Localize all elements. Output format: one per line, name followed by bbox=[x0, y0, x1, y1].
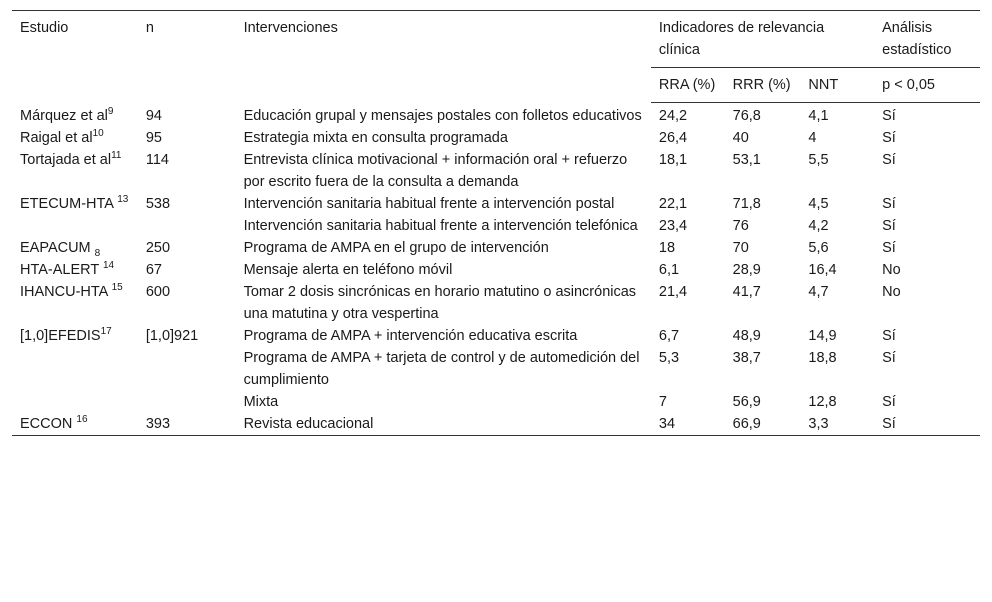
cell-significance: Sí bbox=[882, 394, 896, 410]
cell-rra: 24,2 bbox=[658, 108, 688, 124]
header-n: n bbox=[145, 20, 154, 36]
cell-significance: Sí bbox=[882, 152, 896, 168]
table-row bbox=[12, 347, 980, 391]
cell-rrr: 66,9 bbox=[732, 416, 761, 432]
cell-rrr: 76,8 bbox=[732, 108, 761, 124]
table-row bbox=[12, 215, 980, 237]
cell-n bbox=[138, 391, 236, 413]
cell-significance: Sí bbox=[882, 350, 896, 366]
cell-estudio: Tortajada et $al^{11}$ bbox=[20, 150, 122, 168]
table-row bbox=[12, 259, 980, 281]
cell-rrr: 71,8 bbox=[732, 196, 761, 212]
table-row bbox=[12, 127, 980, 149]
cell-rrr: 53,1 bbox=[732, 152, 761, 168]
cell-rrr: 56,9 bbox=[732, 394, 761, 410]
cell-rra: 6,1 bbox=[658, 262, 680, 278]
cell-nnt: 5,5 bbox=[808, 152, 829, 168]
cell-n: 393 bbox=[145, 416, 171, 432]
cell-rrr: 48,9 bbox=[732, 328, 761, 344]
cell-significance: Sí bbox=[882, 196, 896, 212]
cell-nnt: 5,6 bbox=[808, 240, 829, 256]
header-rrr: RRR (%) bbox=[725, 68, 801, 103]
cell-nnt: 4,2 bbox=[808, 218, 829, 234]
cell-rrr: 41,7 bbox=[732, 284, 761, 300]
table-row bbox=[12, 391, 980, 413]
cell-intervencion: Mixta bbox=[243, 394, 279, 410]
cell-nnt: 14,9 bbox=[808, 328, 837, 344]
header-analisis: Análisis estadístico bbox=[874, 11, 980, 68]
cell-nnt: 12,8 bbox=[808, 394, 837, 410]
cell-significance: Sí bbox=[882, 108, 896, 124]
cell-intervencion: Programa de AMPA + tarjeta de control y de automedición del cumplimiento bbox=[243, 350, 640, 388]
cell-significance: Sí bbox=[882, 218, 896, 234]
header-nnt: NNT bbox=[800, 68, 874, 103]
cell-estudio: Márquez et $al^9$ bbox=[20, 105, 114, 124]
cell-significance: Sí bbox=[882, 130, 896, 146]
header-p: p < 0,05 bbox=[874, 68, 980, 103]
cell-estudio: IHANCU-HTA $^{15}$ bbox=[20, 282, 123, 300]
cell-n: 67 bbox=[145, 262, 162, 278]
cell-significance: No bbox=[882, 262, 901, 278]
cell-rra: 7 bbox=[658, 394, 667, 410]
cell-nnt: 4,1 bbox=[808, 108, 829, 124]
cell-estudio: HTA-ALERT $^{14}$ bbox=[20, 260, 115, 278]
table-row bbox=[12, 281, 980, 325]
cell-estudio bbox=[12, 391, 138, 413]
cell-n: 600 bbox=[145, 284, 171, 300]
cell-intervencion: Intervención sanitaria habitual frente a intervención telefónica bbox=[243, 218, 638, 234]
cell-rra: 18 bbox=[658, 240, 676, 256]
cell-intervencion: Tomar 2 dosis sincrónicas en horario matutino o asincrónicas una matutina y otra vespertina bbox=[243, 284, 637, 322]
cell-rra: 5,3 bbox=[658, 350, 680, 366]
cell-rrr: 70 bbox=[732, 240, 749, 256]
header-intervenciones: Intervenciones bbox=[243, 20, 338, 36]
table-row bbox=[12, 325, 980, 347]
cell-estudio: Raigal et $al^{10}$ bbox=[20, 128, 104, 146]
cell-rra: 26,4 bbox=[658, 130, 688, 146]
table-row bbox=[12, 149, 980, 193]
cell-estudio: [1,0]EFEDIS$^{17}$ bbox=[20, 326, 112, 344]
cell-rra: 22,1 bbox=[658, 196, 688, 212]
cell-intervencion: Entrevista clínica motivacional + información oral + refuerzo por escrito fuera de la consulta a demanda bbox=[243, 152, 628, 190]
cell-significance: No bbox=[882, 284, 901, 300]
cell-n: 94 bbox=[145, 107, 162, 124]
cell-n: 114 bbox=[145, 152, 169, 168]
cell-n: 95 bbox=[145, 130, 162, 146]
cell-intervencion: Mensaje alerta en teléfono móvil bbox=[243, 262, 453, 278]
cell-intervencion: Programa de AMPA + intervención educativa escrita bbox=[243, 328, 578, 344]
cell-estudio: EAPACUM $_8$ bbox=[20, 240, 101, 259]
cell-n bbox=[138, 347, 236, 391]
cell-rra: 23,4 bbox=[658, 218, 688, 234]
cell-intervencion: Revista educacional bbox=[243, 416, 374, 432]
cell-rra: 21,4 bbox=[658, 284, 688, 300]
cell-nnt: 4 bbox=[808, 130, 817, 146]
cell-intervencion: Programa de AMPA en el grupo de intervención bbox=[243, 240, 549, 256]
table-row bbox=[12, 103, 980, 128]
table-row bbox=[12, 413, 980, 436]
table-row bbox=[12, 193, 980, 215]
cell-nnt: 3,3 bbox=[808, 416, 829, 432]
cell-rra: 6,7 bbox=[658, 328, 680, 344]
cell-rrr: 76 bbox=[732, 218, 749, 234]
cell-nnt: 4,5 bbox=[808, 196, 829, 212]
cell-significance: Sí bbox=[882, 240, 896, 256]
cell-estudio: ETECUM-HTA $^{13}$ bbox=[20, 194, 129, 212]
header-indicadores: Indicadores de relevancia clínica bbox=[651, 11, 874, 68]
table-row bbox=[12, 237, 980, 259]
cell-rrr: 40 bbox=[732, 130, 749, 146]
cell-intervencion: Educación grupal y mensajes postales con folletos educativos bbox=[243, 107, 642, 124]
cell-nnt: 16,4 bbox=[808, 262, 837, 278]
header-rra: RRA (%) bbox=[651, 68, 725, 103]
cell-significance: Sí bbox=[882, 328, 896, 344]
header-estudio: Estudio bbox=[20, 20, 69, 36]
cell-significance: Sí bbox=[882, 416, 896, 432]
results-table bbox=[12, 10, 980, 436]
cell-intervencion: Intervención sanitaria habitual frente a intervención postal bbox=[243, 196, 615, 212]
cell-rra: 34 bbox=[658, 416, 676, 432]
cell-n: 538 bbox=[145, 196, 171, 212]
cell-rrr: 38,7 bbox=[732, 350, 761, 366]
cell-nnt: 18,8 bbox=[808, 350, 837, 366]
cell-estudio bbox=[12, 215, 138, 237]
cell-n: 250 bbox=[145, 240, 171, 256]
cell-rrr: 28,9 bbox=[732, 262, 761, 278]
cell-estudio: ECCON $^{16}$ bbox=[20, 414, 88, 432]
cell-n: [1,0]921 bbox=[145, 328, 199, 344]
cell-intervencion: Estrategia mixta en consulta programada bbox=[243, 130, 508, 146]
cell-estudio bbox=[12, 347, 138, 391]
cell-rra: 18,1 bbox=[658, 152, 688, 168]
cell-nnt: 4,7 bbox=[808, 284, 829, 300]
cell-n bbox=[138, 215, 236, 237]
